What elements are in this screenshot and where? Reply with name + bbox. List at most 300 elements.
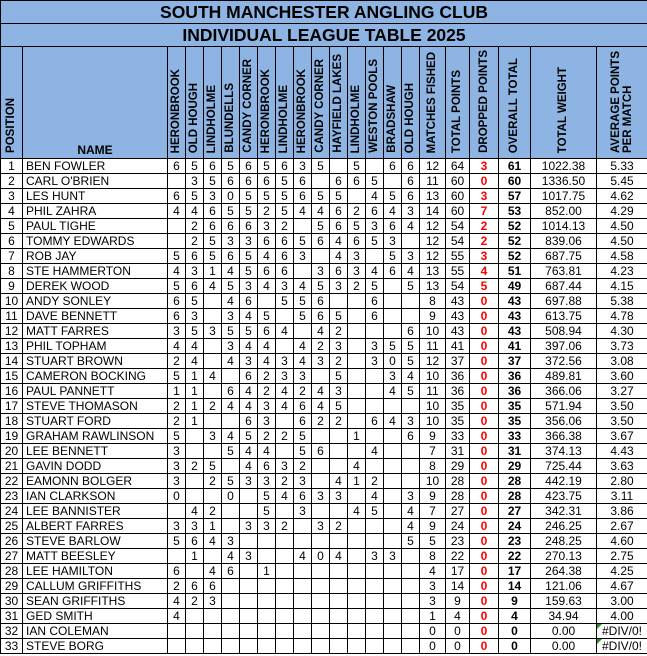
score-cell [348,414,366,429]
score-cell: 3 [186,174,204,189]
score-cell [366,579,384,594]
score-cell: 5 [186,159,204,174]
score-cell [312,594,330,609]
score-cell: 5 [294,234,312,249]
score-cell: 4 [384,204,402,219]
table-row [1,234,647,249]
score-cell: 6 [402,189,420,204]
score-cell: 5 [402,534,420,549]
average-cell: 3.27 [597,384,647,399]
matches-fished-cell: 8 [420,294,446,309]
score-cell: 6 [222,174,240,189]
dropped-points-cell: 0 [470,294,499,309]
position-cell: 27 [1,549,23,564]
overall-total-cell: 4 [499,609,531,624]
matches-fished-cell: 13 [420,189,446,204]
score-cell: 5 [402,339,420,354]
score-cell: 2 [258,429,276,444]
matches-fished-cell: 9 [420,489,446,504]
score-cell: 6 [366,204,384,219]
score-cell: 6 [240,219,258,234]
position-cell: 16 [1,384,23,399]
score-cell [186,429,204,444]
total-points-cell: 60 [446,204,470,219]
table-row [1,339,647,354]
score-cell [330,159,348,174]
score-cell: 5 [222,474,240,489]
score-cell: 4 [294,354,312,369]
score-cell [348,189,366,204]
overall-total-cell: 53 [499,204,531,219]
score-cell [366,399,384,414]
score-cell: 6 [186,579,204,594]
name-cell: LEE BANNISTER [23,504,168,519]
score-cell: 4 [204,564,222,579]
table-row [1,609,647,624]
average-cell: 4.78 [597,309,647,324]
score-cell [222,579,240,594]
score-cell [186,444,204,459]
overall-total-cell: 61 [499,159,531,174]
header-venue: LINDHOLME [348,47,366,159]
score-cell [294,624,312,639]
score-cell: 2 [276,219,294,234]
score-cell: 4 [276,399,294,414]
score-cell: 3 [384,549,402,564]
average-cell: 4.50 [597,219,647,234]
score-cell [204,489,222,504]
score-cell: 2 [258,369,276,384]
score-cell: 5 [258,189,276,204]
score-cell [222,369,240,384]
score-cell: 4 [168,609,186,624]
score-cell [258,534,276,549]
score-cell [168,234,186,249]
score-cell: 5 [312,189,330,204]
name-cell: CARL O'BRIEN [23,174,168,189]
score-cell [384,444,402,459]
score-cell: 4 [222,399,240,414]
matches-fished-cell: 11 [420,174,446,189]
score-cell: 4 [240,339,258,354]
score-cell: 4 [366,489,384,504]
score-cell: 6 [366,294,384,309]
score-cell: 4 [168,204,186,219]
score-cell [312,564,330,579]
score-cell: 3 [366,549,384,564]
position-cell: 14 [1,354,23,369]
score-cell [168,504,186,519]
name-cell: LEE HAMILTON [23,564,168,579]
total-points-cell: 24 [446,519,470,534]
score-cell: 5 [222,204,240,219]
score-cell: 6 [294,174,312,189]
score-cell [402,294,420,309]
total-weight-cell: 264.38 [531,564,597,579]
score-cell: 3 [186,309,204,324]
score-cell [276,309,294,324]
header-venue: HERONBROOK [168,47,186,159]
score-cell [258,294,276,309]
total-points-cell: 36 [446,384,470,399]
score-cell [204,549,222,564]
overall-total-cell: 49 [499,279,531,294]
score-cell [330,564,348,579]
score-cell [366,624,384,639]
score-cell: 2 [276,519,294,534]
header-name: NAME [23,47,168,159]
score-cell: 3 [276,279,294,294]
score-cell [204,609,222,624]
score-cell: 3 [168,519,186,534]
total-points-cell: 43 [446,324,470,339]
position-cell: 10 [1,294,23,309]
score-cell: 6 [330,204,348,219]
score-cell [240,609,258,624]
position-cell: 23 [1,489,23,504]
score-cell: 3 [240,234,258,249]
score-cell: 4 [312,324,330,339]
score-cell: 4 [384,414,402,429]
name-cell: LES HUNT [23,189,168,204]
name-cell: LEE BENNETT [23,444,168,459]
score-cell: 3 [402,489,420,504]
score-cell: 2 [276,474,294,489]
score-cell: 5 [168,429,186,444]
dropped-points-cell: 0 [470,309,499,324]
score-cell [384,609,402,624]
dropped-points-cell: 0 [470,324,499,339]
score-cell [366,594,384,609]
score-cell: 2 [348,279,366,294]
matches-fished-cell: 0 [420,624,446,639]
average-cell: 2.80 [597,474,647,489]
position-cell: 2 [1,174,23,189]
score-cell: 0 [222,489,240,504]
position-cell: 17 [1,399,23,414]
dropped-points-cell: 0 [470,384,499,399]
header-venue: CANDY CORNER [312,47,330,159]
score-cell [330,579,348,594]
score-cell [348,294,366,309]
overall-total-cell: 31 [499,444,531,459]
average-cell: 4.50 [597,234,647,249]
score-cell [168,639,186,654]
total-points-cell: 22 [446,549,470,564]
total-weight-cell: 246.25 [531,519,597,534]
score-cell [276,339,294,354]
total-weight-cell: 397.06 [531,339,597,354]
matches-fished-cell: 12 [420,234,446,249]
average-cell: 4.60 [597,534,647,549]
score-cell: 3 [204,594,222,609]
total-weight-cell: 0.00 [531,624,597,639]
dropped-points-cell: 5 [470,279,499,294]
total-weight-cell: 372.56 [531,354,597,369]
matches-fished-cell: 3 [420,579,446,594]
matches-fished-cell: 14 [420,204,446,219]
score-cell: 5 [222,159,240,174]
average-cell: 4.67 [597,579,647,594]
header-venue: HERONBROOK [258,47,276,159]
total-weight-cell: 356.06 [531,414,597,429]
score-cell: 3 [276,369,294,384]
score-cell: 4 [294,204,312,219]
name-cell: STEVE THOMASON [23,399,168,414]
position-cell: 15 [1,369,23,384]
score-cell: 3 [222,309,240,324]
score-cell: 2 [204,474,222,489]
total-weight-cell: 839.06 [531,234,597,249]
dropped-points-cell: 3 [470,189,499,204]
score-cell: 3 [384,369,402,384]
total-points-cell: 17 [446,564,470,579]
score-cell: 4 [276,384,294,399]
score-cell [276,549,294,564]
total-points-cell: 35 [446,399,470,414]
score-cell: 6 [330,174,348,189]
score-cell: 6 [348,234,366,249]
total-weight-cell: 1014.13 [531,219,597,234]
score-cell: 5 [294,294,312,309]
average-cell: 3.63 [597,459,647,474]
name-cell: ANDY SONLEY [23,294,168,309]
score-cell: 6 [204,159,222,174]
total-points-cell: 0 [446,639,470,654]
name-cell: STUART FORD [23,414,168,429]
score-cell: 2 [312,414,330,429]
score-cell [312,624,330,639]
position-cell: 25 [1,519,23,534]
average-cell: 3.08 [597,354,647,369]
score-cell: 6 [366,414,384,429]
score-cell [348,399,366,414]
score-cell [402,609,420,624]
score-cell [222,504,240,519]
score-cell: 5 [384,189,402,204]
score-cell: 4 [402,219,420,234]
score-cell: 6 [240,294,258,309]
score-cell: 3 [240,549,258,564]
score-cell [348,384,366,399]
name-cell: EAMONN BOLGER [23,474,168,489]
score-cell: 4 [186,339,204,354]
score-cell: 3 [222,234,240,249]
score-cell: 3 [222,534,240,549]
score-cell: 3 [330,279,348,294]
score-cell: 6 [312,294,330,309]
score-cell: 5 [384,339,402,354]
total-points-cell: 64 [446,159,470,174]
table-row [1,294,647,309]
score-cell [240,564,258,579]
score-cell [348,309,366,324]
score-cell: 5 [366,174,384,189]
total-points-cell: 54 [446,234,470,249]
name-cell: IAN COLEMAN [23,624,168,639]
score-cell: 2 [186,459,204,474]
score-cell [330,459,348,474]
score-cell [384,579,402,594]
dropped-points-cell: 2 [470,234,499,249]
score-cell [312,429,330,444]
name-cell: STUART BROWN [23,354,168,369]
score-cell: 6 [294,489,312,504]
score-cell: 4 [276,489,294,504]
score-cell [330,444,348,459]
score-cell: 3 [294,369,312,384]
total-weight-cell: 687.75 [531,249,597,264]
score-cell: 3 [240,519,258,534]
overall-total-cell: 35 [499,414,531,429]
overall-total-cell: 27 [499,504,531,519]
dropped-points-cell: 0 [470,519,499,534]
score-cell [384,489,402,504]
score-cell: 4 [222,354,240,369]
average-cell: 4.62 [597,189,647,204]
score-cell: 1 [168,384,186,399]
table-row [1,624,647,639]
score-cell [258,549,276,564]
table-row [1,309,647,324]
score-cell [402,624,420,639]
overall-total-cell: 43 [499,324,531,339]
score-cell: 5 [402,384,420,399]
score-cell: 3 [168,474,186,489]
score-cell [258,609,276,624]
total-weight-cell: 613.75 [531,309,597,324]
matches-fished-cell: 10 [420,399,446,414]
position-cell: 31 [1,609,23,624]
score-cell [276,534,294,549]
average-cell: 2.75 [597,549,647,564]
score-cell: 3 [330,339,348,354]
name-cell: DAVE BENNETT [23,309,168,324]
matches-fished-cell: 11 [420,384,446,399]
total-weight-cell: 423.75 [531,489,597,504]
score-cell: 5 [312,219,330,234]
score-cell: 5 [366,279,384,294]
dropped-points-cell: 0 [470,504,499,519]
score-cell [240,624,258,639]
score-cell [294,609,312,624]
score-cell: 4 [348,459,366,474]
score-cell: 3 [366,219,384,234]
score-cell: 4 [312,399,330,414]
score-cell: 2 [186,594,204,609]
average-cell: 4.15 [597,279,647,294]
score-cell: 3 [276,354,294,369]
score-cell: 4 [330,249,348,264]
score-cell: 3 [204,429,222,444]
header-dropped-points: DROPPED POINTS [470,47,499,159]
score-cell: 3 [348,249,366,264]
total-points-cell: 9 [446,594,470,609]
position-cell: 1 [1,159,23,174]
total-points-cell: 43 [446,294,470,309]
overall-total-cell: 57 [499,189,531,204]
score-cell: 6 [222,249,240,264]
score-cell: 1 [186,369,204,384]
score-cell: 5 [330,309,348,324]
score-cell: 6 [294,189,312,204]
score-cell [402,444,420,459]
table-row [1,189,647,204]
overall-total-cell: 35 [499,399,531,414]
name-cell: CAMERON BOCKING [23,369,168,384]
score-cell [312,534,330,549]
score-cell: 4 [240,399,258,414]
table-row [1,219,647,234]
average-cell: 5.33 [597,159,647,174]
score-cell [276,444,294,459]
score-cell: 3 [348,264,366,279]
score-cell [330,624,348,639]
score-cell [258,594,276,609]
score-cell [402,639,420,654]
score-cell: 5 [294,444,312,459]
total-points-cell: 33 [446,429,470,444]
total-weight-cell: 1017.75 [531,189,597,204]
matches-fished-cell: 7 [420,504,446,519]
table-row [1,504,647,519]
dropped-points-cell: 0 [470,549,499,564]
score-cell: 1 [186,384,204,399]
score-cell: 5 [168,369,186,384]
score-cell: 5 [222,279,240,294]
average-cell: 3.60 [597,369,647,384]
dropped-points-cell: 0 [470,399,499,414]
score-cell: 5 [366,504,384,519]
score-cell: 3 [258,399,276,414]
score-cell: 6 [258,234,276,249]
total-weight-cell: 687.44 [531,279,597,294]
total-points-cell: 35 [446,414,470,429]
total-points-cell: 28 [446,489,470,504]
table-body [1,159,647,654]
table-row [1,399,647,414]
table-row [1,369,647,384]
score-cell: 3 [204,324,222,339]
score-cell: 6 [294,414,312,429]
score-cell: 2 [204,399,222,414]
score-cell [204,339,222,354]
score-cell: 5 [258,309,276,324]
average-cell: 4.29 [597,204,647,219]
overall-total-cell: 0 [499,639,531,654]
score-cell [348,324,366,339]
score-cell [330,534,348,549]
score-cell [384,279,402,294]
score-cell: 6 [168,309,186,324]
dropped-points-cell: 3 [470,159,499,174]
matches-fished-cell: 11 [420,339,446,354]
header-venue: CANDY CORNER [240,47,258,159]
dropped-points-cell: 0 [470,594,499,609]
score-cell: 5 [186,324,204,339]
average-cell: 4.30 [597,324,647,339]
score-cell: 4 [294,279,312,294]
position-cell: 19 [1,429,23,444]
score-cell [366,384,384,399]
score-cell: 5 [240,324,258,339]
dropped-points-cell: 3 [470,249,499,264]
score-cell: 1 [348,429,366,444]
total-weight-cell: 366.38 [531,429,597,444]
name-cell: GED SMITH [23,609,168,624]
score-cell: 3 [186,264,204,279]
score-cell: 3 [402,414,420,429]
